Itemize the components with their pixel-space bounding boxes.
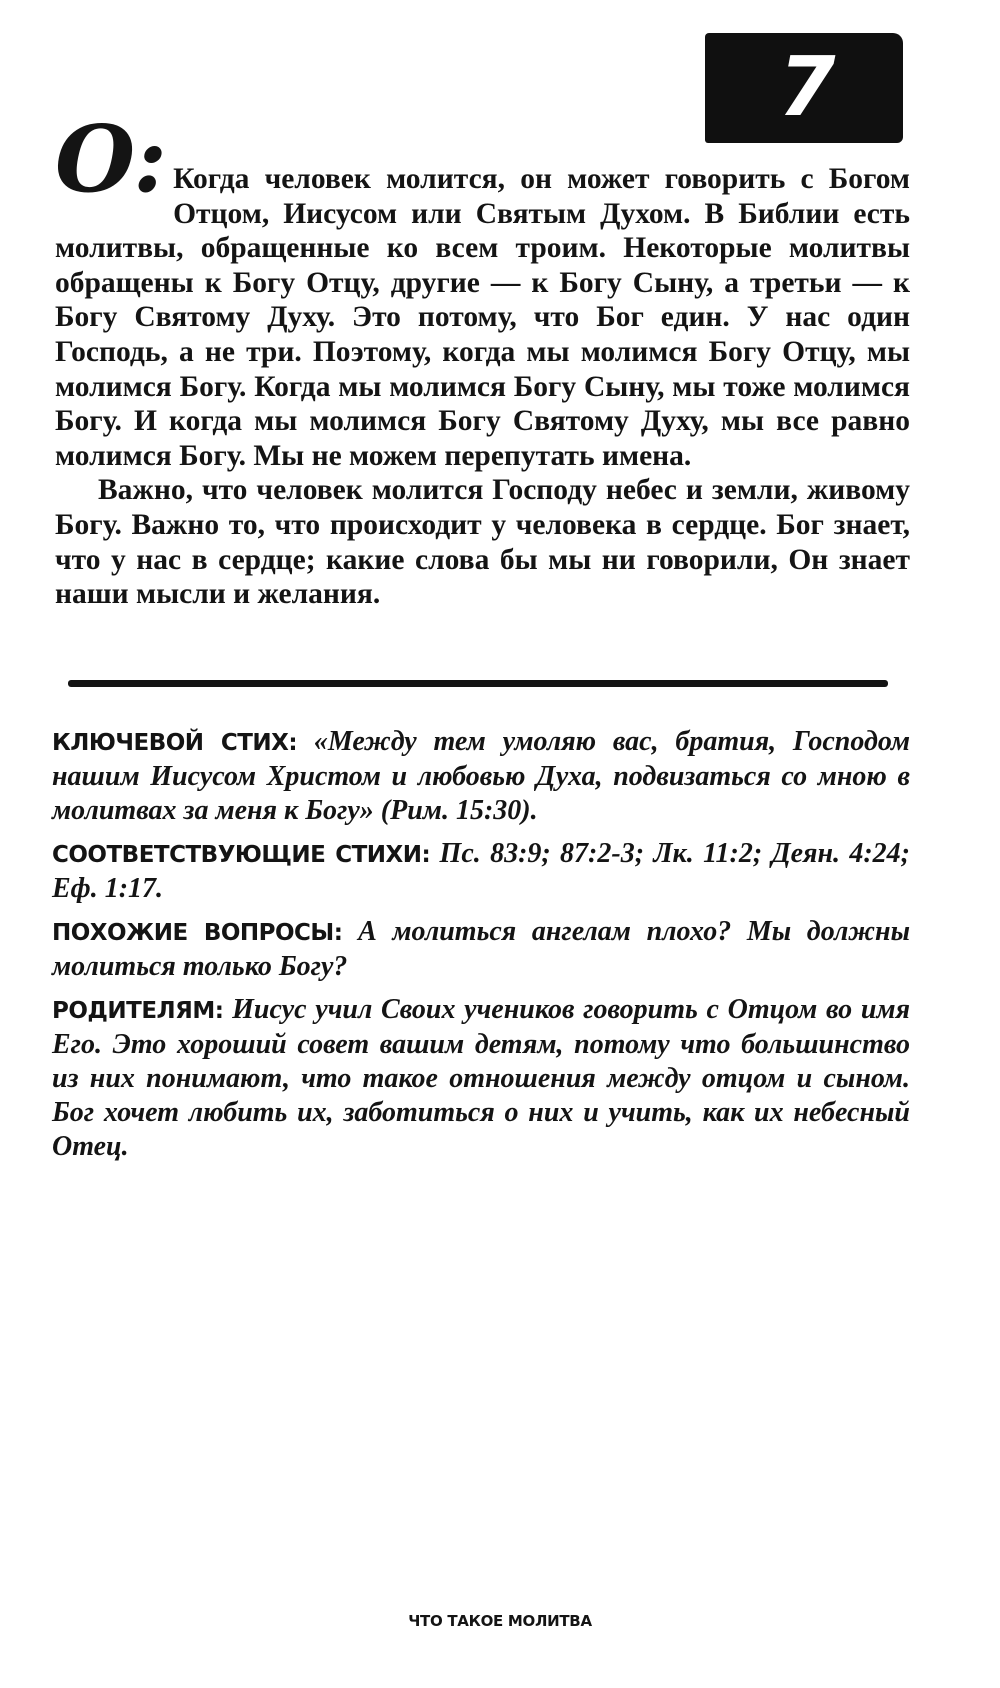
page-number: 7 — [778, 40, 836, 135]
key-verse-note — [52, 725, 910, 828]
related-verses-text: Пс. 83:9; 87:2-3; Лк. 11:2; Деян. 4:24; Еф. 1:17. — [52, 838, 910, 904]
running-footer: ЧТО ТАКОЕ МОЛИТВА — [408, 1612, 592, 1630]
answer-marker: О: — [55, 105, 166, 213]
parents-text: Иисус учил Своих учеников говорить с Отцом во имя Его. Это хороший совет вашим детям, потому что большинство из них понимают, что такое отношения между отцом и сыном. Бог хочет любить их, заботиться о них и учить, как их небесный Отец. — [52, 994, 911, 1162]
key-verse-text: «Между тем умоляю вас, братия, Господом нашим Иисусом Христом и любовью Духа, подвизаться со мною в молитвах за меня к Богу» (Рим. 15:30). — [52, 726, 911, 826]
parents-label: РОДИТЕЛЯМ: — [52, 998, 224, 1024]
related-verses-note — [52, 837, 910, 906]
answer-paragraph-1: Когда человек молится, он может говорить с Богом Отцом, Иисусом или Святым Духом. В Библии есть молитвы, обращенные ко всем троим. Некоторые молитвы обращены к Богу Отцу, другие — к Богу Сыну, а третьи — к Богу Святому Духу. Это потому, что Бог един. У нас один Господь, а не три. Поэтому, когда мы молимся Богу Отцу, мы молимся Богу. Когда мы молимся Богу Сыну, мы тоже молимся Богу. И когда мы молимся Богу Святому Духу, мы все равно молимся Богу. Мы не можем перепутать имена. — [55, 163, 910, 472]
key-verse-label: КЛЮЧЕВОЙ СТИХ: — [52, 730, 298, 756]
notes-section — [52, 725, 910, 1173]
answer-section — [55, 105, 910, 612]
parents-note — [52, 993, 910, 1164]
similar-questions-note — [52, 915, 910, 984]
answer-paragraph-2: Важно, что человек молится Господу небес и земли, живому Богу. Важно то, что происходит у человека в сердце. Бог знает, что у нас в сердце; какие слова бы мы ни говорили, Он знает наши мысли и желания. — [55, 474, 910, 611]
similar-questions-text: А молиться ангелам плохо? Мы должны молиться только Богу? — [52, 916, 910, 982]
section-divider — [68, 680, 888, 687]
similar-questions-label: ПОХОЖИЕ ВОПРОСЫ: — [52, 920, 343, 946]
related-verses-label: СООТВЕТСТВУЮЩИЕ СТИХИ: — [52, 842, 431, 868]
